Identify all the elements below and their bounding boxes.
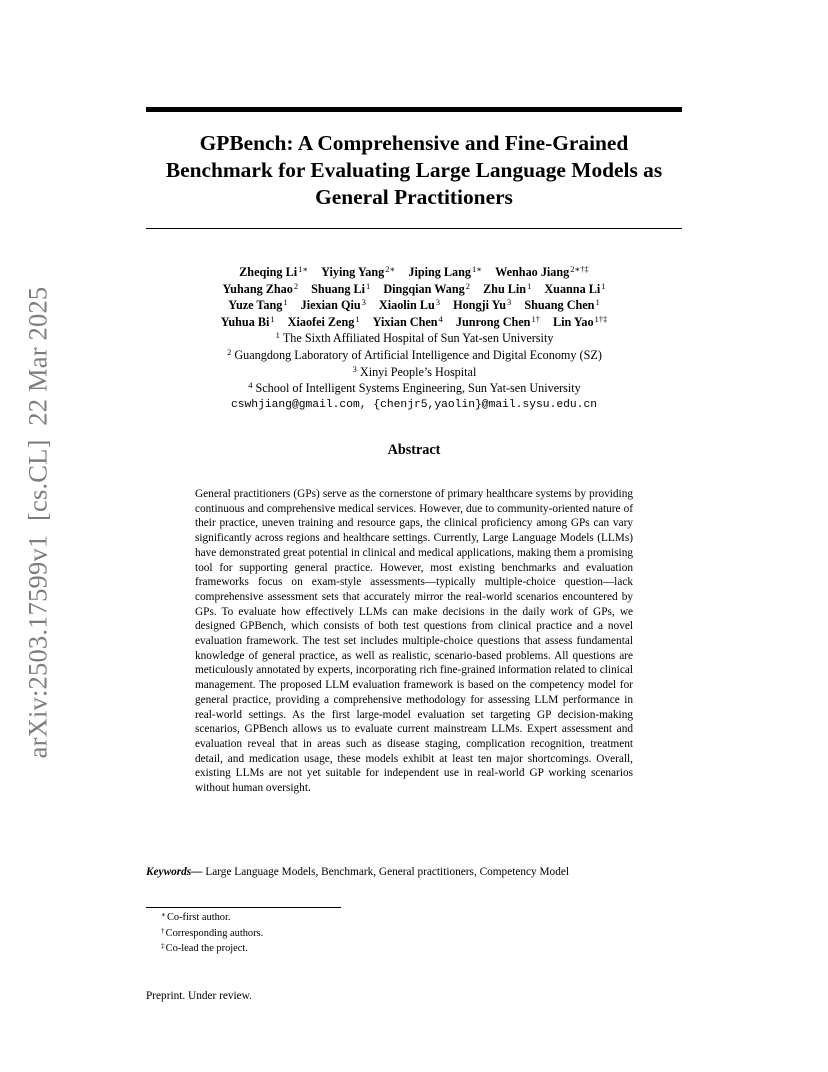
author-name: Yuze Tang$^1$ [228,297,288,313]
author-name: Yixian Chen$^4$ [372,313,443,329]
author-row [146,314,682,331]
author-row [146,281,682,298]
footnotes [161,910,263,957]
affiliation: $^4$ School of Intelligent Systems Engineering, Sun Yat-sen University [248,380,581,396]
author-row [146,297,682,314]
footnote: †Corresponding authors. [161,925,264,939]
author-name: Lin Yao$^{1\dagger\ddagger}$ [553,313,608,329]
author-name: Jiexian Qiu$^3$ [300,297,366,313]
title-line: Benchmark for Evaluating Large Language Models as [165,158,663,182]
author-name: Shuang Li$^1$ [311,280,371,296]
author-name: Wenhao Jiang$^{2∗\dagger\ddagger}$ [495,264,589,279]
affiliation: $^2$ Guangdong Laboratory of Artificial Intelligence and Digital Economy (SZ) [227,346,602,362]
keywords-label: Keywords— [146,866,203,878]
author-name: Xuanna Li$^1$ [544,280,606,296]
affiliation: $^3$ Xinyi People’s Hospital [352,363,477,379]
author-name: Yuhang Zhao$^2$ [222,280,299,296]
abstract-text: General practitioners (GPs) serve as the cornerstone of primary healthcare systems by providing continuous and comprehensive medical services. However, due to community-oriented nature of their practice, uneven training and resource gaps, the clinical proficiency among GPs can vary significantly across regions and healthcare settings. Currently, Large Language Models (LLMs) have demonstrated great potential in clinical and medical applications, making them a promising tool for supporting general practice. However, most existing benchmarks and evaluation frameworks focus on exam-style assessments—typically multiple-choice question—lack comprehensive assessment sets that accurately mirror the real-world scenarios encountered by GPs. To evaluate how effectively LLMs can make decisions in the daily work of GPs, we designed GPBench, which consists of both test questions from clinical practice and a novel evaluation framework. The test set includes multiple-choice questions that assess fundamental knowledge of general practice, as well as realistic, scenario-based problems. All questions are meticulously annotated by experts, incorporating rich fine-grained information related to clinical management. The proposed LLM evaluation framework is based on the competency model for general practice, providing a comprehensive methodology for assessing LLM performance in real-world settings. As the first large-model evaluation set targeting GP decision-making scenarios, GPBench allows us to evaluate current mainstream LLMs. Expert assessment and evaluation reveal that in areas such as disease staging, complication recognition, treatment detail, and medication usage, these models exhibit at least ten major shortcomings. Overall, existing LLMs are not yet suitable for independent use in real-world GP working scenarios without human oversight. [195,488,633,795]
footnote: ‡Co-lead the project. [161,941,248,955]
author-name: Zhu Lin$^1$ [483,280,532,296]
author-name: Shuang Chen$^1$ [524,297,600,313]
author-name: Hongji Yu$^3$ [453,297,512,313]
author-emails: cswhjiang@gmail.com, {chenjr5,yaolin}@mail.sysu.edu.cn [230,398,598,411]
preprint-note: Preprint. Under review. [146,990,252,1002]
author-name: Xiaofei Zeng$^1$ [287,313,360,329]
author-name: Junrong Chen$^{1\dagger}$ [455,313,540,329]
author-name: Yuhua Bi$^1$ [220,313,275,329]
abstract-heading: Abstract [387,442,441,458]
title-bottom-rule [146,228,682,229]
arxiv-identifier-text: arXiv:2503.17599v1 [cs.CL] 22 Mar 2025 [22,286,53,759]
footnote: ∗Co-first author. [161,910,231,923]
author-name: Zheqing $Li^{1∗}$ [239,264,309,279]
title-top-rule [146,107,682,112]
author-block [146,264,682,413]
author-name: Yiying Yang$^{2∗}$ [321,264,396,279]
author-name: Jiping Lang$^{1∗}$ [408,264,483,279]
author-name: Xiaolin Lu$^3$ [378,297,441,313]
title-line: GPBench: A Comprehensive and Fine-Grained [199,131,629,155]
arxiv-identifier-stamp [21,285,55,760]
footnote-rule [146,907,341,908]
author-row [146,264,682,281]
keywords-line [146,866,682,878]
title-line: General Practitioners [315,185,513,209]
abstract-body [195,487,633,796]
author-name: Dingqian Wang$^2$ [383,280,470,296]
paper-title [146,130,682,211]
affiliation: $^1$ The Sixth Affiliated Hospital of Sun Yat-sen University [275,330,554,346]
keywords-text: Large Language Models, Benchmark, General practitioners, Competency Model [205,866,570,878]
